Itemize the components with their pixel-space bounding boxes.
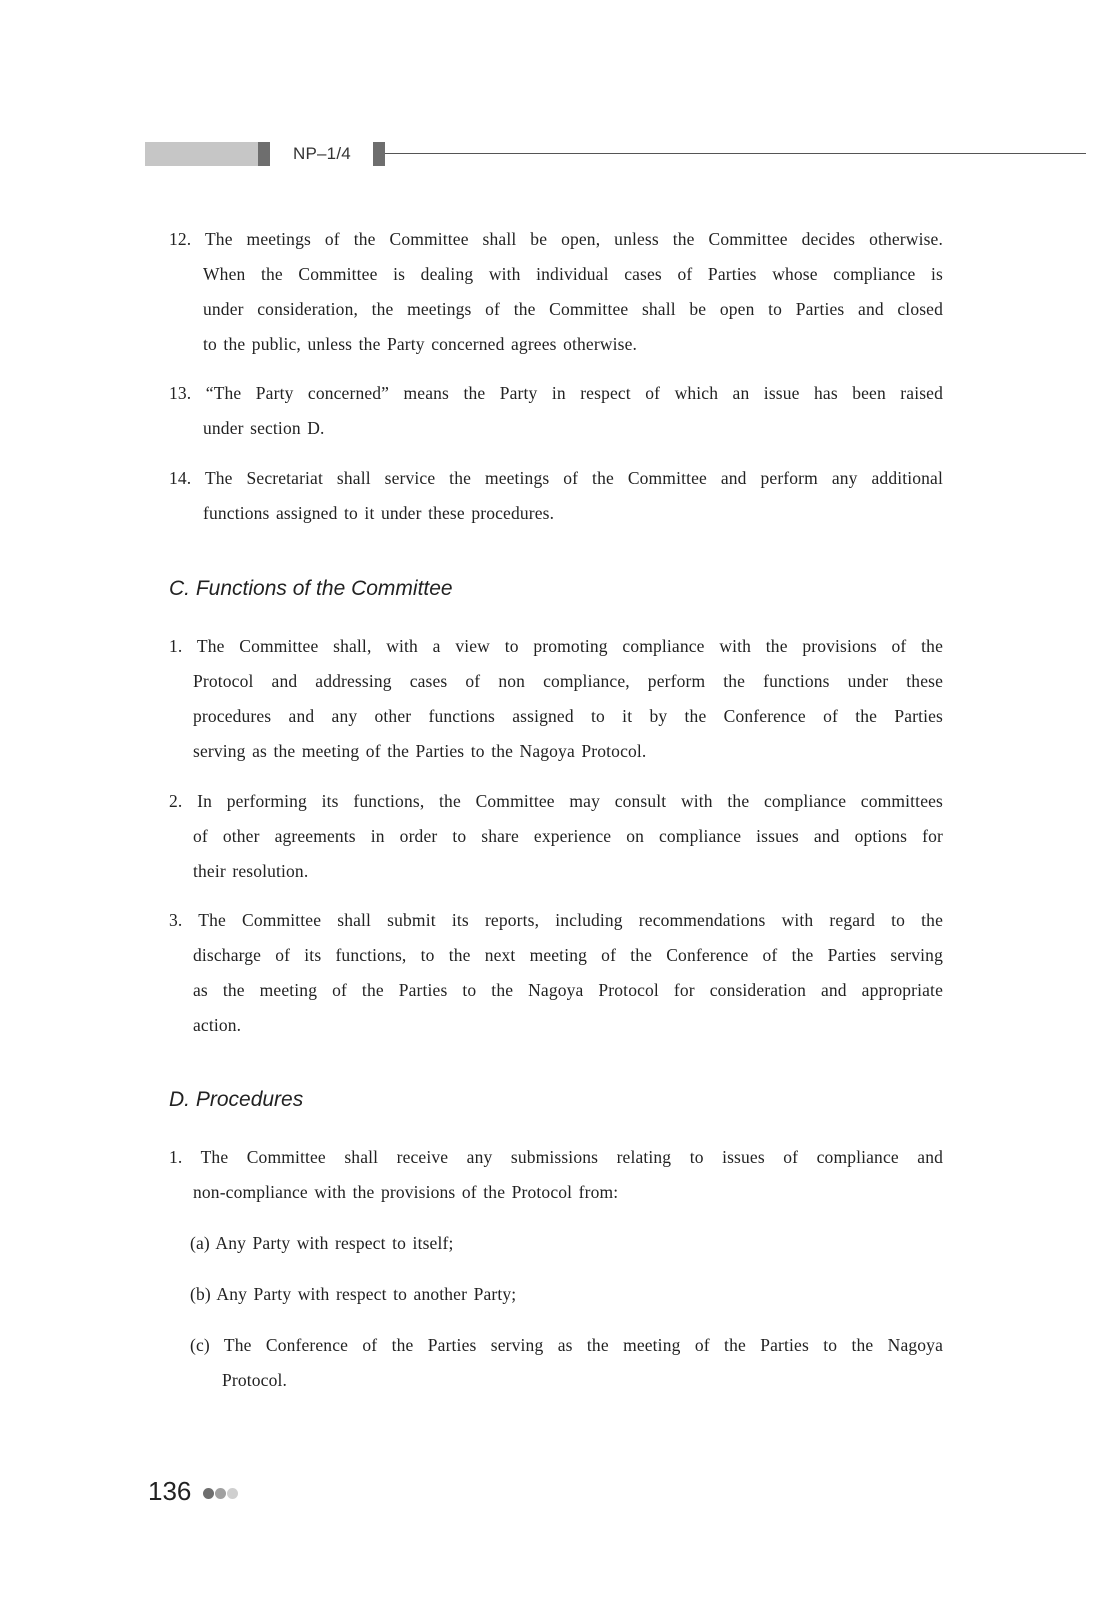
paragraph-line: When the Committee is dealing with individual cases of Parties whose compliance is (203, 264, 943, 284)
header-gray-bar (145, 142, 258, 166)
paragraph-line: 13. “The Party concerned” means the Party in respect of which an issue has been raised (169, 383, 943, 403)
paragraph-line: (b) Any Party with respect to another Party; (190, 1284, 517, 1304)
section-d-heading: D. Procedures (169, 1088, 304, 1111)
document-code: NP–1/4 (293, 144, 351, 163)
paragraph-line: under section D. (203, 418, 325, 438)
paragraph-13 (169, 376, 943, 446)
page-number: 136 (148, 1476, 192, 1506)
paragraph-12 (169, 222, 943, 362)
paragraph-line: discharge of its functions, to the next meeting of the Conference of the Parties serving (193, 945, 943, 965)
paragraph-14 (169, 461, 943, 531)
paragraph-line: Protocol. (222, 1370, 288, 1390)
paragraph-line: Protocol and addressing cases of non compliance, perform the functions under these (193, 671, 943, 691)
paragraph-line: 2. In performing its functions, the Committee may consult with the compliance committees (169, 791, 943, 811)
paragraph-line: (c) The Conference of the Parties serving as the meeting of the Parties to the Nagoya (190, 1335, 943, 1355)
paragraph-line: non-compliance with the provisions of the Protocol from: (193, 1182, 619, 1202)
paragraph-line: their resolution. (193, 861, 309, 881)
header-rule (385, 153, 1086, 154)
subitem-b (190, 1277, 943, 1312)
section-c-heading: C. Functions of the Committee (169, 577, 453, 600)
header-marker-left (258, 142, 270, 166)
paragraph-line: procedures and any other functions assigned to it by the Conference of the Parties (193, 706, 943, 726)
paragraph-line: as the meeting of the Parties to the Nagoya Protocol for consideration and appropriate (193, 980, 943, 1000)
section-d-paragraph-1 (169, 1140, 943, 1210)
section-c-paragraph-2 (169, 784, 943, 889)
section-c-paragraph-1 (169, 629, 943, 769)
subitem-a (190, 1226, 943, 1261)
paragraph-line: serving as the meeting of the Parties to the Nagoya Protocol. (193, 741, 647, 761)
paragraph-line: action. (193, 1015, 242, 1035)
dot-icon (227, 1488, 238, 1499)
dot-icon (203, 1488, 214, 1499)
paragraph-line: 3. The Committee shall submit its reports, including recommendations with regard to the (169, 910, 943, 930)
paragraph-line: functions assigned to it under these procedures. (203, 503, 555, 523)
paragraph-line: 12. The meetings of the Committee shall be open, unless the Committee decides otherwise. (169, 229, 943, 249)
header-marker-right (373, 142, 385, 166)
section-c-paragraph-3 (169, 903, 943, 1043)
paragraph-line: 14. The Secretariat shall service the meetings of the Committee and perform any additional (169, 468, 943, 488)
paragraph-line: of other agreements in order to share experience on compliance issues and options for (193, 826, 943, 846)
paragraph-line: 1. The Committee shall, with a view to promoting compliance with the provisions of the (169, 636, 943, 656)
subitem-c (190, 1328, 943, 1398)
paragraph-line: (a) Any Party with respect to itself; (190, 1233, 454, 1253)
paragraph-line: to the public, unless the Party concerned agrees otherwise. (203, 334, 638, 354)
paragraph-line: under consideration, the meetings of the Committee shall be open to Parties and closed (203, 299, 943, 319)
dot-icon (215, 1488, 226, 1499)
paragraph-line: 1. The Committee shall receive any submissions relating to issues of compliance and (169, 1147, 943, 1167)
